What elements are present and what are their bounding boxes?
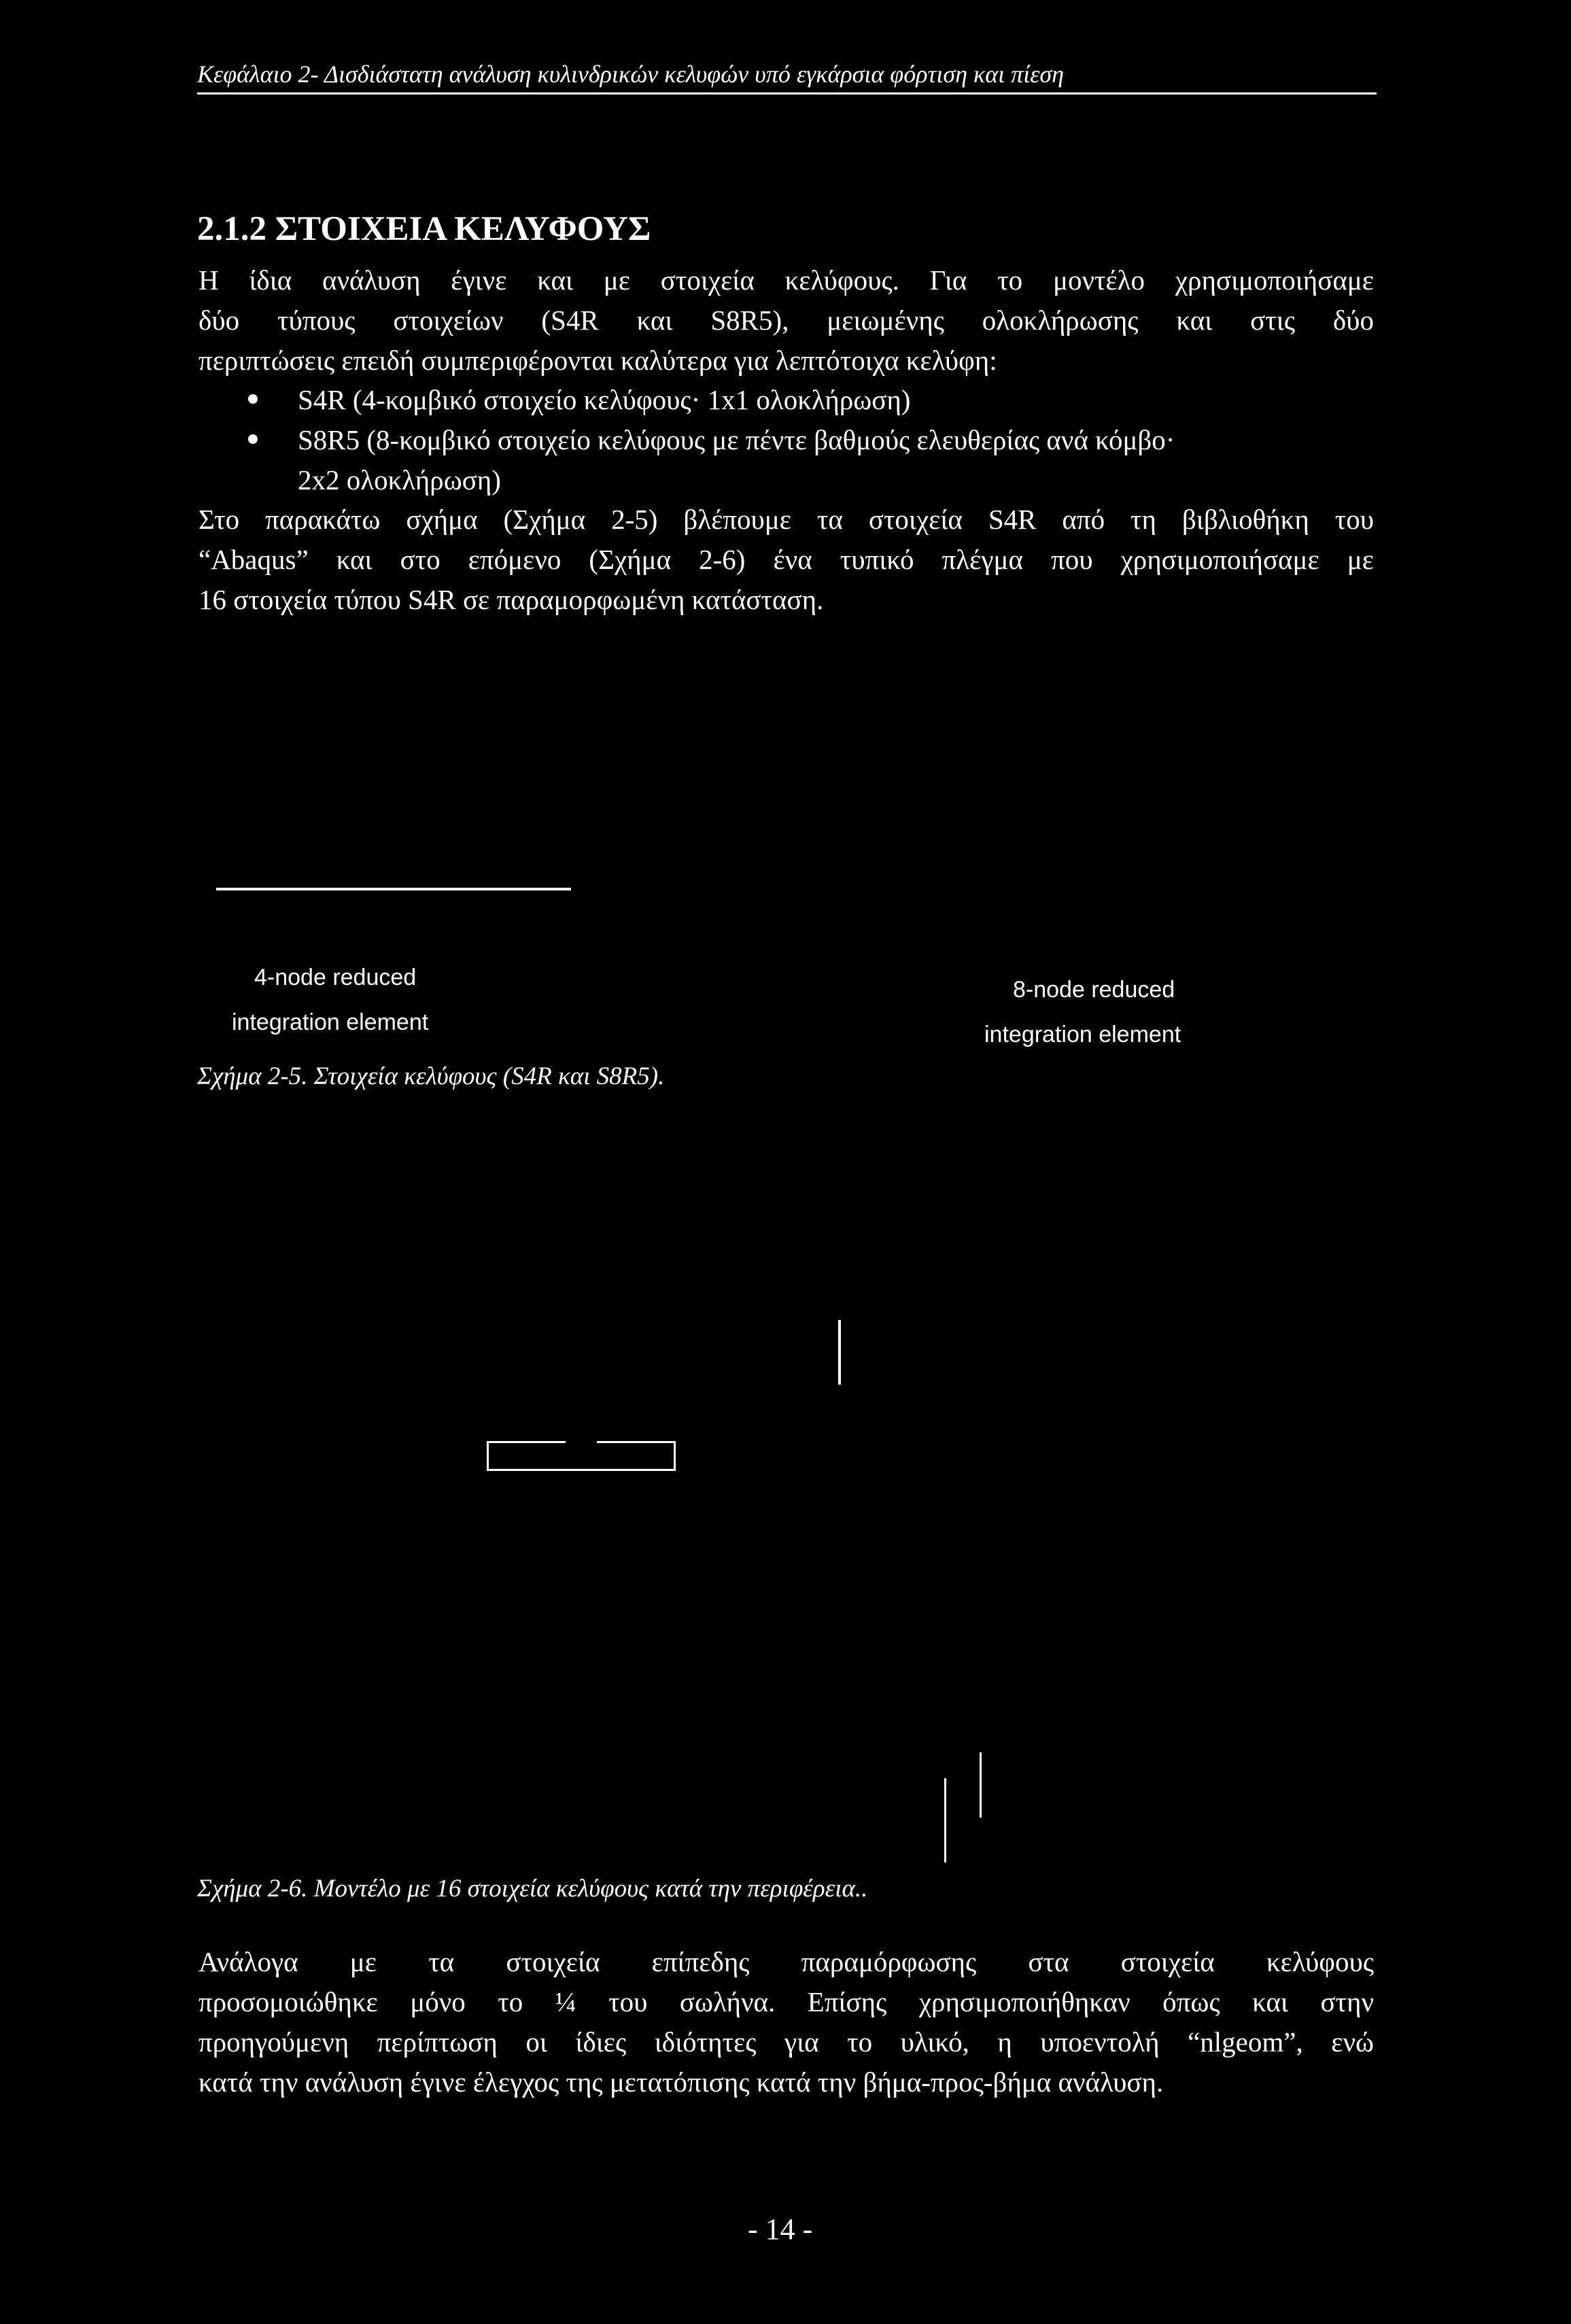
figure-2-6-outline-gap [566,1437,597,1444]
figure-2-5-left-label-2: integration element [232,1009,429,1035]
para2-line-1: Στο παρακάτω σχήμα (Σχήμα 2-5) βλέπουμε τα στοιχεία S4R από τη βιβλιοθήκη του [198,504,1374,535]
para3-line-3: προηγούμενη περίπτωση οι ίδιες ιδιότητες για το υλικό, η υποεντολή “nlgeom”, ενώ [198,2026,1374,2058]
bullet-dot-1 [248,394,258,404]
running-header-text: Κεφάλαιο 2- Δισδιάστατη ανάλυση κυλινδρικών κελυφών υπό εγκάρσια φόρτιση και πίεση [197,60,1065,88]
para3-line-2: προσομοιώθηκε μόνο το ¼ του σωλήνα. Επίσης χρησιμοποιήθηκαν όπως και στην [198,1986,1374,2017]
figure-2-6-stroke-b [980,1752,982,1818]
section-heading: 2.1.2 ΣΤΟΙΧΕΙΑ ΚΕΛΥΦΟΥΣ [197,210,651,248]
bullet-dot-2 [248,434,258,444]
figure-2-5-right-label-1: 8-node reduced [1013,977,1175,1003]
intro-line-2: δύο τύπους στοιχείων (S4R και S8R5), μειωμένης ολοκλήρωσης και στις δύο [198,305,1374,336]
figure-2-6-vertical-stroke [838,1320,841,1385]
intro-line-3: περιπτώσεις επειδή συμπεριφέρονται καλύτερα για λεπτότοιχα κελύφη: [198,345,997,376]
figure-2-5-caption: Σχήμα 2-5. Στοιχεία κελύφους (S4R και S8R5). [197,1062,665,1090]
figure-2-6-stroke-a [944,1778,946,1862]
figure-2-6-element-outline [487,1441,676,1471]
figure-2-5-stroke [216,888,571,890]
page-number: - 14 - [748,2213,813,2246]
figure-2-5-left-label-1: 4-node reduced [254,965,417,990]
bullet-item-s8r5-continued: 2x2 ολοκλήρωση) [298,464,501,496]
para3-line-1: Ανάλογα με τα στοιχεία επίπεδης παραμόρφωσης στα στοιχεία κελύφους [198,1946,1374,1977]
intro-line-1: Η ίδια ανάλυση έγινε και με στοιχεία κελύφους. Για το μοντέλο χρησιμοποιήσαμε [198,264,1374,296]
bullet-item-s8r5: S8R5 (8-κομβικό στοιχείο κελύφους με πέντε βαθμούς ελευθερίας ανά κόμβο· [298,424,1175,455]
bullet-item-s4r: S4R (4-κομβικό στοιχείο κελύφους· 1x1 ολοκλήρωση) [298,384,911,415]
para2-line-2: “Abaqus” και στο επόμενο (Σχήμα 2-6) ένα τυπικό πλέγμα που χρησιμοποιήσαμε με [198,544,1374,575]
running-header [197,60,1377,94]
figure-2-6-caption: Σχήμα 2-6. Μοντέλο με 16 στοιχεία κελύφους κατά την περιφέρεια.. [197,1875,868,1903]
para2-line-3: 16 στοιχεία τύπου S4R σε παραμορφωμένη κατάσταση. [198,584,824,615]
figure-2-5-right-label-2: integration element [984,1022,1181,1047]
para3-line-4: κατά την ανάλυση έγινε έλεγχος της μετατόπισης κατά την βήμα-προς-βήμα ανάλυση. [198,2066,1164,2098]
